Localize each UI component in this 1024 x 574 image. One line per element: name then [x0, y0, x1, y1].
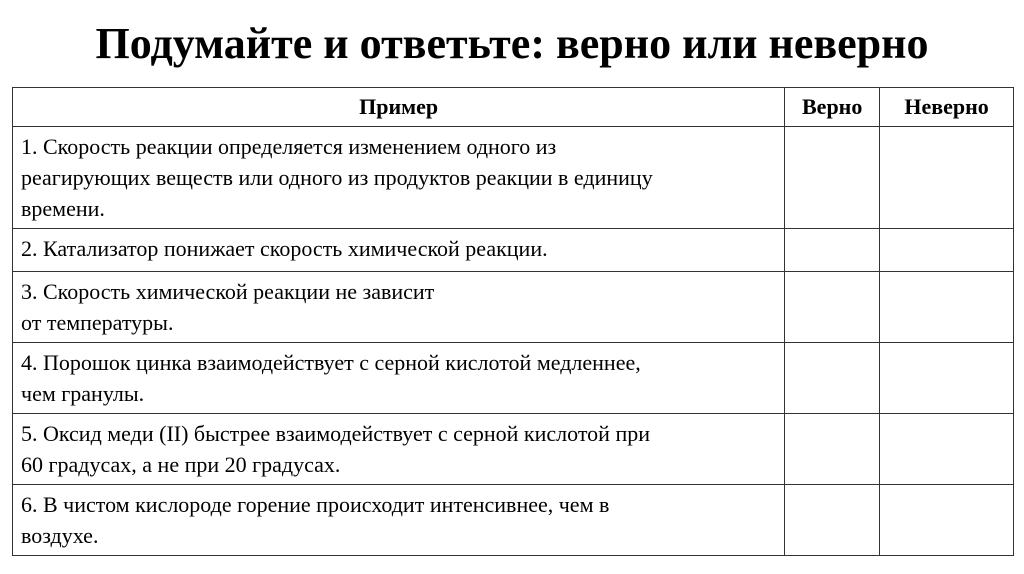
table-row [13, 127, 1014, 229]
slide-title: Подумайте и ответьте: верно или неверно [95, 19, 929, 68]
statement-cell: 3. Скорость химической реакции не зависит от температуры. [13, 272, 785, 343]
true-cell[interactable] [785, 127, 880, 229]
table-row [13, 343, 1014, 414]
false-cell[interactable] [880, 229, 1014, 272]
true-cell[interactable] [785, 485, 880, 556]
true-cell[interactable] [785, 272, 880, 343]
table-header-row [13, 88, 1014, 127]
false-cell[interactable] [880, 343, 1014, 414]
statement-cell: 4. Порошок цинка взаимодействует с серной кислотой медленнее, чем гранулы. [13, 343, 785, 414]
header-true: Верно [785, 88, 880, 127]
true-cell[interactable] [785, 343, 880, 414]
header-example: Пример [13, 88, 785, 127]
table-row [13, 272, 1014, 343]
false-cell[interactable] [880, 414, 1014, 485]
header-false: Неверно [880, 88, 1014, 127]
statement-cell: 1. Скорость реакции определяется изменением одного из реагирующих веществ или одного из продуктов реакции в единицу времени. [13, 127, 785, 229]
false-cell[interactable] [880, 272, 1014, 343]
true-cell[interactable] [785, 229, 880, 272]
false-cell[interactable] [880, 485, 1014, 556]
true-cell[interactable] [785, 414, 880, 485]
statement-cell: 6. В чистом кислороде горение происходит интенсивнее, чем в воздухе. [13, 485, 785, 556]
statement-cell: 5. Оксид меди (II) быстрее взаимодействует с серной кислотой при 60 градусах, а не при 20 градусах. [13, 414, 785, 485]
table-row [13, 485, 1014, 556]
table-row [13, 414, 1014, 485]
false-cell[interactable] [880, 127, 1014, 229]
statement-cell: 2. Катализатор понижает скорость химической реакции. [13, 229, 785, 272]
quiz-table [12, 87, 1014, 556]
table-row [13, 229, 1014, 272]
